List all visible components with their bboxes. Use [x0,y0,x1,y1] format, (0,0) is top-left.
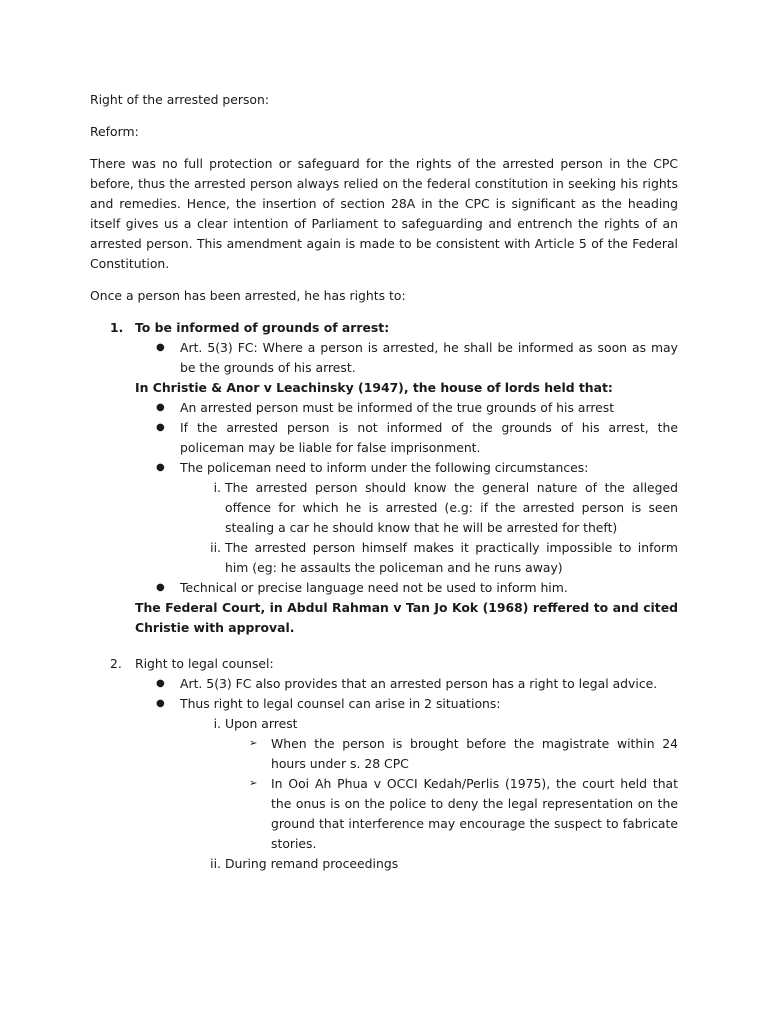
list-item-text: The arrested person should know the general nature of the alleged offence for which he is arrested (e.g: if the arrested person is seen stealing a car he should know that he will be arrested for theft) [225,480,678,535]
document-heading: Right of the arrested person: [90,92,270,107]
list-item [90,398,678,418]
reform-label: Reform: [90,124,139,139]
case-heading: In Christie & Anor v Leachinsky (1947), the house of lords held that: [135,380,613,395]
intro-paragraph: There was no full protection or safeguard for the rights of the arrested person in the CPC before, thus the arrested person always relied on the federal constitution in seeking his rights and remedies. Hence, the insertion of section 28A in the CPC is significant as the heading itself gives us a clear intention of Parliament to safeguarding and entrench the rights of an arrested person. This amendment again is made to be consistent with Article 5 of the Federal Constitution. [90,156,678,271]
list-item [90,774,678,854]
section-title: To be informed of grounds of arrest: [135,320,390,335]
list-item [90,538,678,578]
list-item [90,714,678,734]
roman-numeral: ii. [210,540,221,555]
federal-court-note: The Federal Court, in Abdul Rahman v Tan Jo Kok (1968) reffered to and cited Christie with approval. [135,600,678,635]
arrow-bullet-icon: ➢ [249,738,258,749]
arrow-bullet-icon: ➢ [249,778,258,789]
list-item-text: The arrested person himself makes it practically impossible to inform him (eg: he assaults the policeman and he runs away) [225,540,678,575]
roman-numeral: ii. [210,856,221,871]
roman-numeral: i. [213,480,221,495]
list-item [90,338,678,378]
section-1-title [90,318,678,338]
document-body [90,90,678,874]
bullet-icon: ● [156,462,165,473]
bullet-text: If the arrested person is not informed of the grounds of his arrest, the policeman may be liable for false imprisonment. [180,420,678,455]
section-gap [90,638,678,654]
section-2-title [90,654,678,674]
bullet-icon: ● [156,342,165,353]
bullet-text: Art. 5(3) FC: Where a person is arrested, he shall be informed as soon as may be the grounds of his arrest. [180,340,678,375]
list-item-text: During remand proceedings [225,856,399,871]
bullet-text: Technical or precise language need not be used to inform him. [180,580,568,595]
rights-lead: Once a person has been arrested, he has rights to: [90,288,406,303]
section-number: 2. [110,656,122,671]
list-item [90,478,678,538]
bullet-icon: ● [156,582,165,593]
list-item [90,458,678,478]
section-number: 1. [110,320,124,335]
list-item [90,578,678,598]
section-title: Right to legal counsel: [135,656,274,671]
bullet-icon: ● [156,402,165,413]
list-item [90,694,678,714]
bullet-text: Art. 5(3) FC also provides that an arrested person has a right to legal advice. [180,676,658,691]
list-item [90,674,678,694]
bullet-icon: ● [156,422,165,433]
bullet-icon: ● [156,678,165,689]
bullet-text: Thus right to legal counsel can arise in 2 situations: [180,696,501,711]
list-item-text: When the person is brought before the magistrate within 24 hours under s. 28 CPC [271,736,678,771]
list-item-text: Upon arrest [225,716,298,731]
bullet-icon: ● [156,698,165,709]
list-item [90,734,678,774]
bullet-text: An arrested person must be informed of the true grounds of his arrest [180,400,615,415]
roman-numeral: i. [213,716,221,731]
list-item [90,418,678,458]
list-item-text: In Ooi Ah Phua v OCCI Kedah/Perlis (1975), the court held that the onus is on the police to deny the legal representation on the ground that interference may encourage the suspect to fabricate stories. [271,776,678,851]
bullet-text: The policeman need to inform under the following circumstances: [180,460,589,475]
list-item [90,854,678,874]
